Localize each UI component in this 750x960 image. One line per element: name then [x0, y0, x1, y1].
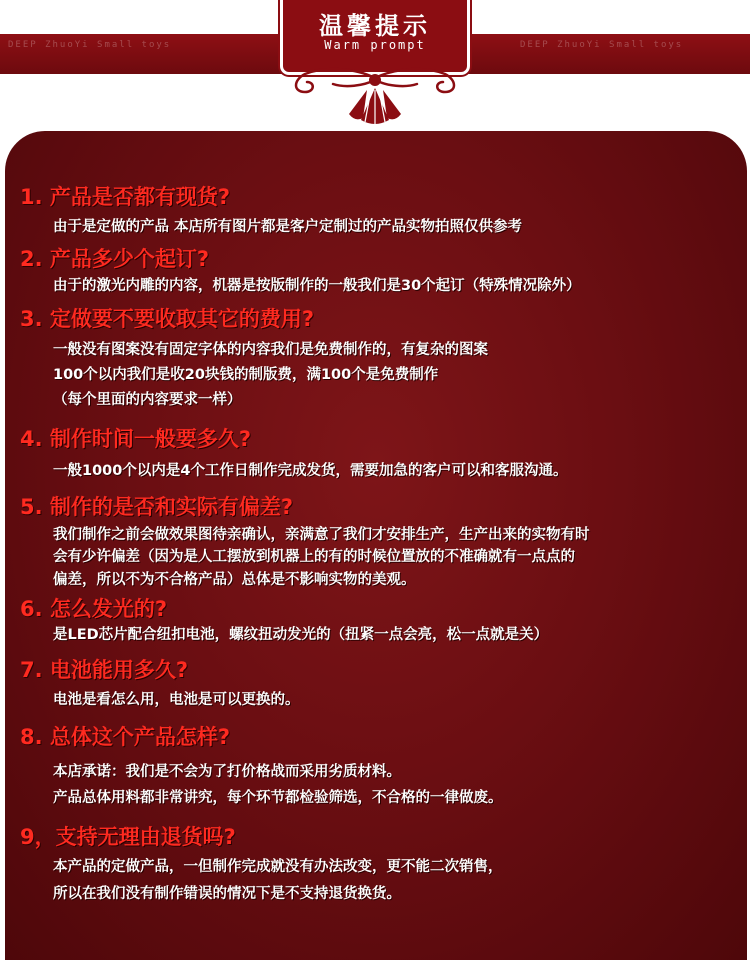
- faq-question-6: 6. 怎么发光的?: [20, 597, 168, 621]
- faq-question-9: 9，支持无理由退货吗?: [20, 825, 236, 849]
- faq-answer-3-line-3: （每个里面的内容要求一样）: [53, 392, 242, 408]
- faq-answer-6-line-1: 是LED芯片配合纽扣电池，螺纹扭动发光的（扭紧一点会亮，松一点就是关）: [53, 627, 549, 643]
- header-banner: [0, 0, 750, 130]
- watermark-right: DEEP ZhuoYi Small toys: [520, 40, 684, 50]
- faq-answer-7-line-1: 电池是看怎么用，电池是可以更换的。: [53, 692, 300, 708]
- faq-question-4: 4. 制作时间一般要多久?: [20, 427, 252, 451]
- faq-answer-1-line-1: 由于是定做的产品 本店所有图片都是客户定制过的产品实物拍照仅供参考: [53, 219, 523, 235]
- faq-answer-5-line-2: 会有少许偏差（因为是人工摆放到机器上的有的时候位置放的不准确就有一点点的: [53, 549, 575, 565]
- faq-answer-9-line-1: 本产品的定做产品，一但制作完成就没有办法改变，更不能二次销售，: [53, 859, 503, 875]
- faq-answer-8-line-2: 产品总体用料都非常讲究，每个环节都检验筛选，不合格的一律做废。: [53, 790, 503, 806]
- page-title: 温馨提示: [319, 12, 431, 40]
- faq-answer-8-line-1: 本店承诺：我们是不会为了打价格战而采用劣质材料。: [53, 764, 401, 780]
- faq-answer-9-line-2: 所以在我们没有制作错误的情况下是不支持退货换货。: [53, 886, 401, 902]
- faq-answer-5-line-1: 我们制作之前会做效果图待亲确认，亲满意了我们才安排生产，生产出来的实物有时: [53, 527, 590, 543]
- faq-question-8: 8. 总体这个产品怎样?: [20, 725, 231, 749]
- flourish-ornament-icon: [275, 58, 475, 130]
- faq-question-2: 2. 产品多少个起订?: [20, 247, 210, 271]
- faq-answer-3-line-2: 100个以内我们是收20块钱的制版费，满100个是免费制作: [53, 367, 439, 383]
- faq-answer-5-line-3: 偏差，所以不为不合格产品）总体是不影响实物的美观。: [53, 572, 416, 588]
- faq-panel: [5, 131, 747, 960]
- faq-answer-2-line-1: 由于的激光内雕的内容，机器是按版制作的一般我们是30个起订（特殊情况除外）: [53, 278, 581, 294]
- page-subtitle: Warm prompt: [324, 38, 426, 52]
- watermark-left: DEEP ZhuoYi Small toys: [8, 40, 172, 50]
- faq-answer-3-line-1: 一般没有图案没有固定字体的内容我们是免费制作的，有复杂的图案: [53, 342, 488, 358]
- faq-question-5: 5. 制作的是否和实际有偏差?: [20, 495, 294, 519]
- faq-answer-4-line-1: 一般1000个以内是4个工作日制作完成发货，需要加急的客户可以和客服沟通。: [53, 463, 568, 479]
- faq-question-1: 1. 产品是否都有现货?: [20, 185, 231, 209]
- faq-question-7: 7. 电池能用多久?: [20, 658, 189, 682]
- faq-question-3: 3. 定做要不要收取其它的费用?: [20, 307, 315, 331]
